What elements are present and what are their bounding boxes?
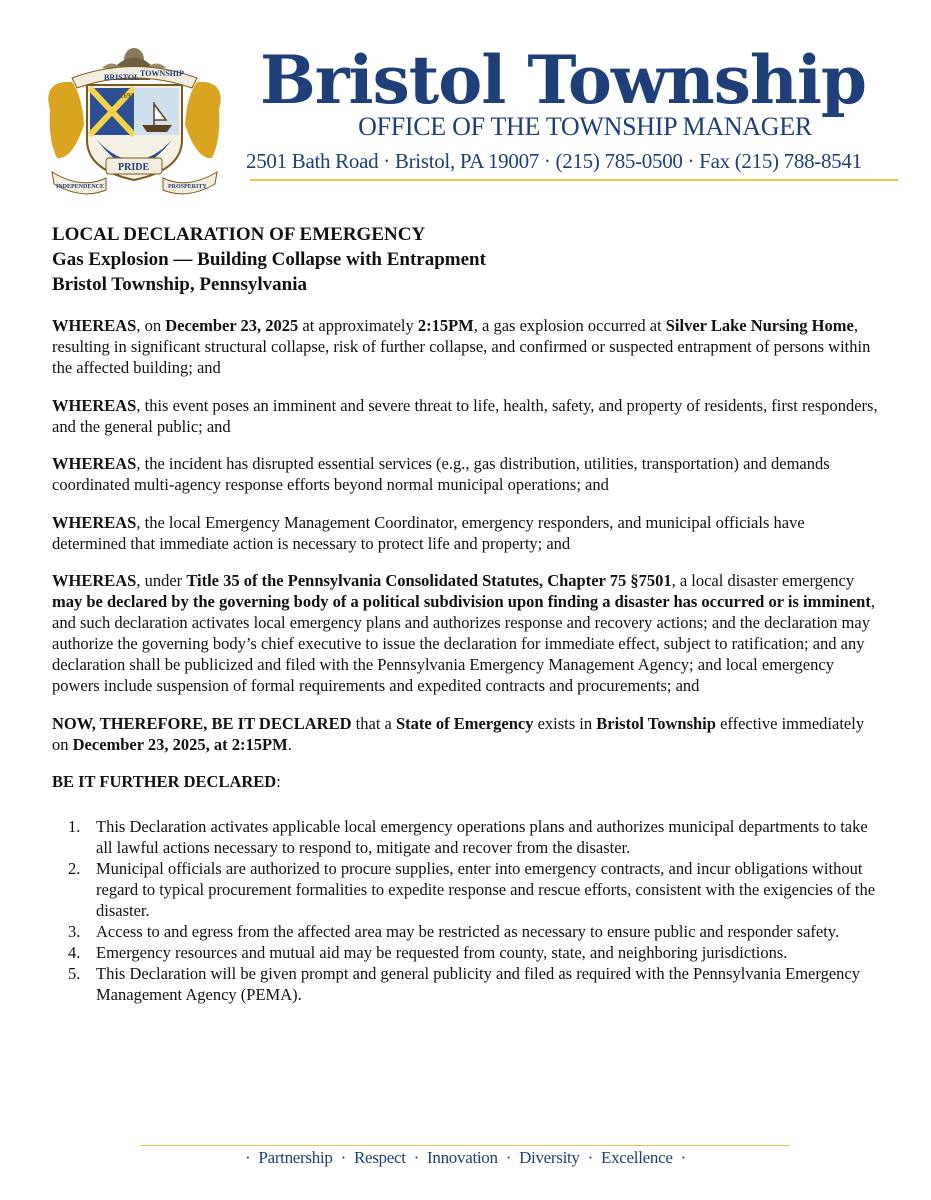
whereas-paragraph bbox=[52, 453, 880, 495]
incident-location: Silver Lake Nursing Home bbox=[665, 316, 854, 335]
seal-motto: PRIDE bbox=[118, 162, 150, 173]
whereas-paragraph bbox=[52, 315, 880, 378]
list-item-text: This Declaration will be given prompt and general publicity and filed as required with the Pennsylvania Emergency Management Agency (PEMA). bbox=[96, 964, 860, 1004]
incident-time: 2:15PM bbox=[417, 316, 474, 335]
value-innovation: Innovation bbox=[427, 1148, 498, 1167]
letterhead-title: Bristol Township bbox=[260, 41, 867, 119]
value-respect: Respect bbox=[353, 1148, 406, 1167]
whereas-paragraph bbox=[52, 395, 880, 437]
whereas-keyword: WHEREAS bbox=[52, 571, 137, 590]
text: , on bbox=[136, 316, 166, 335]
declaration-body bbox=[52, 222, 880, 1005]
text: , and such declaration activates local emergency plans and authorizes response and recovery actions; and the declaration may authorize the governing body’s chief executive to issue the declaration for immediate effect, subject to ratification; and any declaration shall be publicized and filed with the Pennsylvania Emergency Management Agency; and local emergency powers include suspension of formal requirements and expedited contracts and procurements; and bbox=[52, 592, 875, 695]
provisions-list bbox=[52, 816, 880, 1005]
separator-dot: · bbox=[680, 1148, 686, 1167]
title-line: LOCAL DECLARATION OF EMERGENCY bbox=[52, 224, 426, 245]
footer-divider bbox=[140, 1145, 790, 1146]
text: effective immediately on bbox=[52, 713, 865, 754]
seal-ribbon-right: PROSPERITY bbox=[168, 184, 207, 190]
separator-dot: · bbox=[245, 1148, 251, 1167]
separator-dot: · bbox=[587, 1148, 594, 1167]
list-item-text: Access to and egress from the affected area may be restricted as necessary to ensure public and responder safety. bbox=[96, 922, 840, 941]
list-item bbox=[96, 816, 880, 858]
value-partnership: Partnership bbox=[258, 1148, 333, 1167]
document-title bbox=[52, 222, 880, 297]
letterhead-office: OFFICE OF THE TOWNSHIP MANAGER bbox=[358, 112, 812, 141]
text: , under bbox=[136, 571, 187, 590]
list-item-text: This Declaration activates applicable local emergency operations plans and authorizes municipal departments to take all lawful actions necessary to respond to, mitigate and recover from the disaster. bbox=[96, 817, 868, 857]
text: , the incident has disrupted essential services (e.g., gas distribution, utilities, transportation) and demands coordinated multi-agency response efforts beyond normal municipal operations; and bbox=[52, 454, 830, 494]
text: , this event poses an imminent and severe threat to life, health, safety, and property of residents, first responders, and the general public; and bbox=[52, 395, 878, 436]
text: : bbox=[276, 772, 281, 791]
separator-dot: · bbox=[505, 1148, 512, 1167]
whereas-paragraph bbox=[52, 512, 880, 554]
whereas-keyword: WHEREAS bbox=[52, 454, 137, 473]
state-of-emergency: State of Emergency bbox=[395, 713, 534, 733]
list-item bbox=[96, 921, 880, 942]
value-diversity: Diversity bbox=[519, 1148, 580, 1167]
text: . bbox=[287, 734, 292, 754]
incident-date: December 23, 2025 bbox=[165, 316, 299, 335]
seal-banner-left: BRISTOL bbox=[104, 73, 140, 82]
declaration-paragraph bbox=[52, 713, 880, 755]
text: exists in bbox=[533, 713, 597, 733]
jurisdiction: Bristol Township bbox=[596, 713, 716, 733]
list-item-text: Emergency resources and mutual aid may be requested from county, state, and neighboring jurisdictions. bbox=[96, 943, 788, 962]
value-excellence: Excellence bbox=[601, 1148, 673, 1167]
seal-year: 1692 bbox=[120, 92, 134, 100]
text: at approximately bbox=[298, 316, 418, 335]
whereas-keyword: WHEREAS bbox=[52, 316, 137, 335]
title-line: Gas Explosion — Building Collapse with Entrapment bbox=[52, 249, 486, 270]
statute-clause: may be declared by the governing body of a political subdivision upon finding a disaster has occurred or is imminent bbox=[52, 592, 871, 611]
letterhead-address: 2501 Bath Road · Bristol, PA 19007 · (215) 785-0500 · Fax (215) 788-8541 bbox=[246, 149, 862, 173]
letterhead-divider bbox=[250, 179, 898, 181]
text: , resulting in significant structural collapse, risk of further collapse, and confirmed or suspected entrapment of persons within the affected building; and bbox=[52, 316, 871, 377]
seal-banner-right: TOWNSHIP bbox=[140, 69, 184, 78]
list-item bbox=[96, 858, 880, 921]
effective-date: December 23, 2025, at 2:15PM bbox=[72, 734, 288, 754]
whereas-paragraph bbox=[52, 570, 880, 696]
declared-keyword: NOW, THEREFORE, BE IT DECLARED bbox=[52, 713, 352, 733]
further-keyword: BE IT FURTHER DECLARED bbox=[52, 772, 277, 791]
text: , a gas explosion occurred at bbox=[473, 316, 666, 335]
whereas-keyword: WHEREAS bbox=[52, 395, 137, 415]
seal-ribbon-left: INDEPENDENCE bbox=[56, 184, 105, 190]
text: , a local disaster emergency bbox=[671, 571, 855, 590]
separator-dot: · bbox=[413, 1148, 420, 1167]
text: , the local Emergency Management Coordinator, emergency responders, and municipal officials have determined that immediate action is necessary to protect life and property; and bbox=[52, 512, 805, 553]
whereas-keyword: WHEREAS bbox=[52, 512, 137, 532]
list-item bbox=[96, 942, 880, 963]
list-item bbox=[96, 963, 880, 1005]
further-declared-heading bbox=[52, 771, 880, 792]
footer-values bbox=[0, 1148, 931, 1168]
separator-dot: · bbox=[340, 1148, 346, 1167]
statute-reference: Title 35 of the Pennsylvania Consolidated Statutes, Chapter 75 §7501 bbox=[186, 571, 672, 590]
list-item-text: Municipal officials are authorized to procure supplies, enter into emergency contracts, and incur obligations without regard to typical procurement formalities to expedite response and rescue efforts, consistent with the exigencies of the disaster. bbox=[96, 859, 876, 920]
text: that a bbox=[351, 713, 396, 733]
title-line: Bristol Township, Pennsylvania bbox=[52, 274, 308, 295]
